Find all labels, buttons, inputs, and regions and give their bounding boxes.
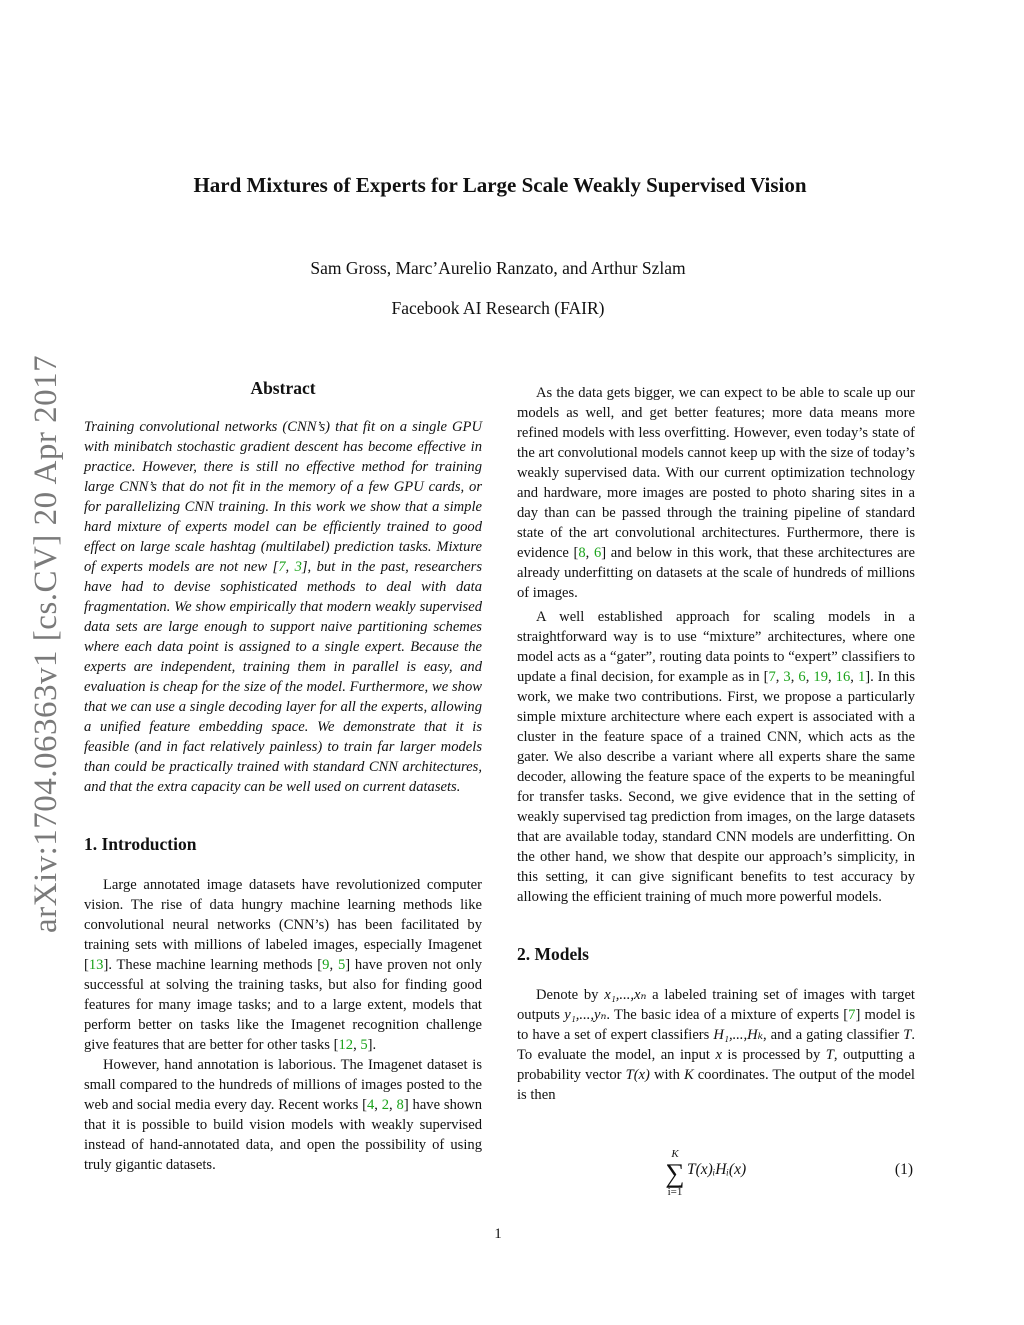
citation-link[interactable]: 3 — [783, 669, 791, 685]
citation-link[interactable]: 8 — [396, 1097, 404, 1113]
intro-paragraph-3: As the data gets bigger, we can expect to be able to scale up our models as well, and get better features; more data means more refined models with less overfitting. However, even today’s state of the art convolutional models cannot keep up with the size of today’s weakly supervised data. With our current optimization technology and hardware, more images are posted to photo sharing sites in a day than can be passed through the training pipeline of standard state of the art convolutional architectures. Furthermore, there is evidence [8, 6] and below in this work, that these architectures are already underfitting on datasets at the scale of hundreds of millions of images. — [517, 385, 915, 601]
intro-paragraph-2: However, hand annotation is laborious. The Imagenet dataset is small compared to the hundreds of millions of images posted to the web and social media every day. Recent works [4, 2, 8] have shown that it is possible to build vision models with weakly supervised instead of hand-annotated data, and open the possibility of using truly gigantic datasets. — [84, 1057, 483, 1173]
citation-link[interactable]: 6 — [798, 669, 806, 685]
abstract-text: Training convolutional networks (CNN’s) that fit on a single GPU with minibatch stochastic gradient descent has become effective in practice. However, there is still no effective method for training large CNN’s that do not fit in the memory of a few GPU cards, or for parallelizing CNN training. In this work we show that a simple hard mixture of experts model can be efficiently trained to good effect on large scale hashtag (multilabel) prediction tasks. Mixture of experts models are not new [7, 3], but in the past, researchers have had to devise sophisticated methods to deal with data fragmentation. We show empirically that modern weakly supervised data sets are large enough to support naive partitioning schemes where each data point is assigned to a single expert. Because the experts are independent, training them in parallel is easy, and evaluation is cheap for the size of the model. Furthermore, we show that we can use a single decoding layer for all the experts, allowing a unified feature embedding space. We demonstrate that it is feasible (and in fact relatively painless) to train far larger models than could be practically trained with standard CNN architectures, and that the extra capacity can be well used on current datasets. — [84, 419, 482, 795]
citation-link[interactable]: 2 — [381, 1097, 390, 1113]
paper-title: Hard Mixtures of Experts for Large Scale Weakly Supervised Vision — [193, 173, 807, 197]
arxiv-stamp: arXiv:1704.06363v1 [cs.CV] 20 Apr 2017 — [28, 354, 64, 933]
citation-link[interactable]: 9 — [322, 957, 330, 973]
section-heading-introduction: 1. Introduction — [84, 834, 197, 854]
citation-link[interactable]: 3 — [294, 559, 302, 575]
summation-upper-limit: K — [671, 1148, 679, 1160]
intro-paragraph-4: A well established approach for scaling models in a straightforward way is to use “mixture” architectures, where one model acts as a “gater”, routing data points to “expert” classifiers to update a final decision, for example as in [7, 3, 6, 19, 16, 1]. In this work, we make two contributions. First, we propose a particularly simple mixture architecture where each expert is associated with a cluster in the feature space of a trained CNN, which acts as the gater. We also describe a variant where all experts share the same decoder, allowing the feature space of the experts to be meaningful for transfer tasks. Second, we give evidence that in the setting of weakly supervised tag prediction from images, on the large datasets that are available today, standard CNN models are underfitting. On the other hand, we show that despite our approach’s simplicity, in this setting, it can give significant benefits to test accuracy by allowing the efficient training of much more powerful models. — [517, 609, 916, 905]
right-column — [517, 383, 915, 1105]
citation-link[interactable]: 5 — [337, 957, 346, 973]
citation-link[interactable]: 6 — [593, 545, 602, 561]
citation-link[interactable]: 13 — [88, 957, 104, 973]
equation-number: (1) — [894, 1161, 913, 1178]
citation-link[interactable]: 1 — [857, 669, 866, 685]
citation-link[interactable]: 4 — [366, 1097, 375, 1113]
models-paragraph: Denote by x₁,...,xₙ a labeled training set of images with target outputs y₁,...,yₙ. The basic idea of a mixture of experts [7] model is to have a set of expert classifiers H₁,...,Hₖ, and a gating classifier T. To evaluate the model, an input x is processed by T, outputting a probability vector T(x) with K coordinates. The output of the model is then — [517, 987, 916, 1103]
equation-body: T(x)ᵢHᵢ(x) — [687, 1161, 747, 1178]
paper-authors: Sam Gross, Marc’Aurelio Ranzato, and Arthur Szlam — [310, 258, 686, 278]
sigma-glyph: ∑ — [665, 1158, 685, 1188]
citation-link[interactable]: 8 — [578, 545, 586, 561]
citation-link[interactable]: 5 — [360, 1037, 368, 1053]
citation-link[interactable]: 19 — [813, 669, 828, 685]
citation-link[interactable]: 7 — [768, 669, 776, 685]
citation-link[interactable]: 12 — [338, 1037, 354, 1053]
citation-link[interactable]: 7 — [848, 1007, 856, 1023]
equation-1 — [517, 1148, 915, 1204]
paper-affiliation: Facebook AI Research (FAIR) — [391, 298, 605, 318]
intro-paragraph-1: Large annotated image datasets have revolutionized computer vision. The rise of data hungry machine learning methods like convolutional neural networks (CNN’s) has been facilitated by training sets with millions of labeled images, especially Imagenet [13]. These machine learning methods [9, 5] have proven not only successful at solving the training tasks, but also for finding good features for many image tasks; and to a large extent, models that perform better on tasks like the Imagenet recognition challenge give features that are better for other tasks [12, 5]. — [84, 877, 482, 1053]
summation-lower-limit: i=1 — [667, 1186, 683, 1198]
citation-link[interactable]: 16 — [835, 669, 851, 685]
citation-link[interactable]: 7 — [278, 559, 286, 575]
section-heading-models: 2. Models — [517, 944, 589, 964]
page-number: 1 — [494, 1226, 502, 1242]
left-column — [84, 378, 482, 1175]
summation-symbol — [663, 1148, 687, 1198]
abstract-heading: Abstract — [250, 378, 316, 398]
